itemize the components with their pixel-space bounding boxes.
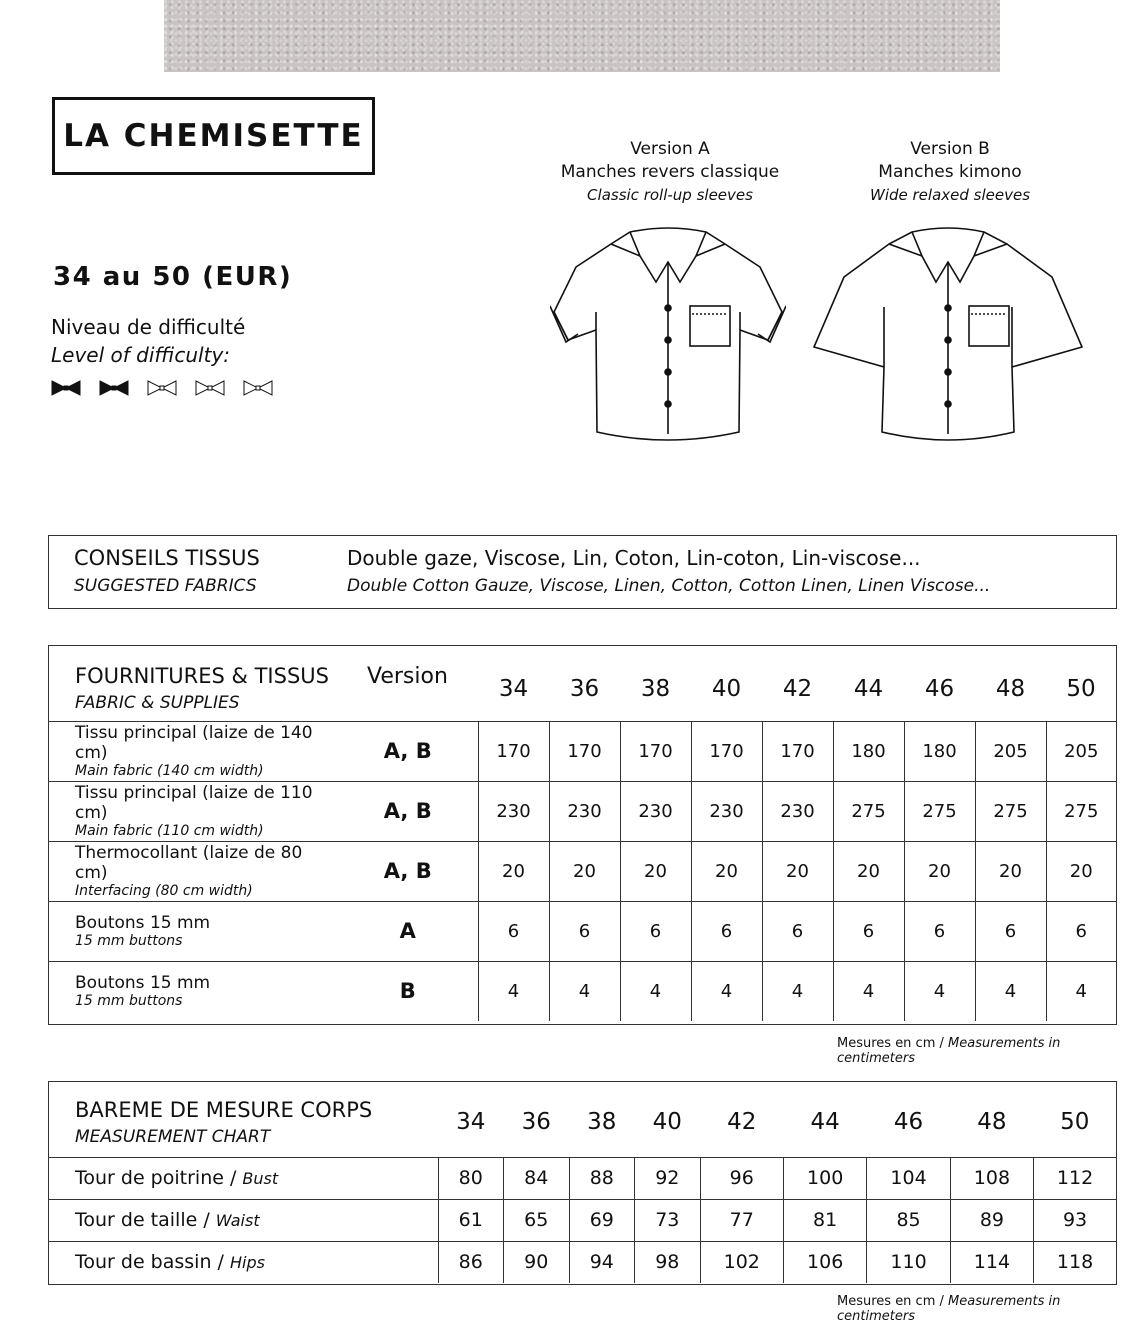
row-label-en: 15 mm buttons bbox=[75, 993, 183, 1010]
table-row bbox=[48, 961, 1116, 1021]
supplies-note-en: Measurements in centimeters bbox=[837, 1036, 1061, 1066]
value-cell: 102 bbox=[700, 1241, 783, 1283]
value-cell: 170 bbox=[691, 721, 762, 781]
version-a-heading bbox=[560, 138, 780, 207]
size-header-46: 46 bbox=[924, 675, 955, 702]
fabrics-title-fr: CONSEILS TISSUS bbox=[74, 546, 260, 570]
value-cell: 205 bbox=[1046, 721, 1116, 781]
value-cell: 180 bbox=[833, 721, 904, 781]
bow-tie-outline-icon bbox=[146, 378, 178, 398]
value-cell: 84 bbox=[504, 1157, 570, 1199]
fabrics-list-fr: Double gaze, Viscose, Lin, Coton, Lin-coton, Lin-viscose... bbox=[347, 546, 921, 570]
row-label-en: Interfacing (80 cm width) bbox=[75, 883, 253, 899]
fabrics-list-en: Double Cotton Gauze, Viscose, Linen, Cotton, Cotton Linen, Linen Viscose... bbox=[347, 576, 991, 596]
difficulty-label-en: Level of difficulty: bbox=[51, 343, 231, 367]
row-label-cell bbox=[48, 1157, 438, 1199]
size-header-44: 44 bbox=[810, 1108, 840, 1135]
measurement-note-fr: Mesures en cm / bbox=[837, 1294, 944, 1309]
value-cell: 4 bbox=[904, 961, 975, 1021]
row-label-fr: Tissu principal (laize de 110 cm) bbox=[75, 783, 313, 823]
version-b-heading bbox=[840, 138, 1060, 207]
value-cell: 4 bbox=[833, 961, 904, 1021]
row-label-fr: Tour de bassin / bbox=[75, 1251, 224, 1274]
bow-tie-outline-icon bbox=[194, 378, 226, 398]
row-label-en: Main fabric (140 cm width) bbox=[75, 763, 264, 779]
table-row bbox=[48, 1157, 1116, 1199]
supplies-note-fr: Mesures en cm / bbox=[837, 1036, 944, 1051]
measurement-header-label-cell bbox=[48, 1081, 438, 1157]
supplies-header-version-cell bbox=[338, 645, 478, 721]
difficulty-label-fr: Niveau de difficulté bbox=[51, 315, 246, 339]
value-cell: 89 bbox=[950, 1199, 1033, 1241]
value-cell: 6 bbox=[478, 901, 549, 961]
table-row bbox=[48, 1241, 1116, 1283]
supplies-header-label-cell bbox=[48, 645, 338, 721]
measurement-title-en: MEASUREMENT CHART bbox=[75, 1127, 271, 1147]
supplies-table bbox=[48, 645, 1116, 1021]
size-header-36: 36 bbox=[569, 675, 600, 702]
value-cell: 106 bbox=[783, 1241, 866, 1283]
row-label-en: 15 mm buttons bbox=[75, 933, 183, 949]
value-cell: 4 bbox=[691, 961, 762, 1021]
value-cell: 108 bbox=[950, 1157, 1033, 1199]
value-cell: 4 bbox=[1046, 961, 1116, 1021]
supplies-title-en: FABRIC & SUPPLIES bbox=[75, 693, 240, 713]
value-cell: 230 bbox=[762, 781, 833, 841]
row-label-cell bbox=[48, 1199, 438, 1241]
value-cell: 96 bbox=[700, 1157, 783, 1199]
value-cell: 20 bbox=[549, 841, 620, 901]
row-label-cell bbox=[48, 841, 338, 901]
size-range: 34 au 50 (EUR) bbox=[53, 262, 293, 292]
suggested-fabrics-box bbox=[48, 535, 1117, 609]
measurement-note bbox=[837, 1294, 1130, 1324]
size-header-48: 48 bbox=[977, 1108, 1007, 1135]
value-cell: 4 bbox=[478, 961, 549, 1021]
size-header-38: 38 bbox=[640, 675, 671, 702]
value-cell: 230 bbox=[549, 781, 620, 841]
version-b-desc-fr: Manches kimono bbox=[878, 162, 1022, 182]
value-cell: 4 bbox=[620, 961, 691, 1021]
table-row bbox=[48, 841, 1116, 901]
size-header-38: 38 bbox=[587, 1108, 617, 1135]
size-header-50: 50 bbox=[1060, 1108, 1090, 1135]
bow-tie-filled-icon bbox=[98, 378, 130, 398]
row-version-cell: A bbox=[338, 901, 478, 961]
value-cell: 104 bbox=[867, 1157, 950, 1199]
value-cell: 80 bbox=[438, 1157, 504, 1199]
size-header-48: 48 bbox=[995, 675, 1026, 702]
value-cell: 4 bbox=[975, 961, 1046, 1021]
value-cell: 275 bbox=[1046, 781, 1116, 841]
fabrics-title-en: SUGGESTED FABRICS bbox=[74, 576, 257, 596]
table-row bbox=[48, 781, 1116, 841]
row-label-fr: Boutons 15 mm bbox=[75, 913, 211, 933]
value-cell: 94 bbox=[569, 1241, 635, 1283]
value-cell: 6 bbox=[620, 901, 691, 961]
measurement-note-en: Measurements in centimeters bbox=[837, 1294, 1061, 1324]
table-row bbox=[48, 901, 1116, 961]
row-label-cell bbox=[48, 901, 338, 961]
value-cell: 20 bbox=[975, 841, 1046, 901]
row-label-en: Hips bbox=[230, 1253, 265, 1273]
value-cell: 92 bbox=[635, 1157, 701, 1199]
version-b-desc-en: Wide relaxed sleeves bbox=[869, 186, 1031, 204]
value-cell: 93 bbox=[1034, 1199, 1116, 1241]
version-a-desc-en: Classic roll-up sleeves bbox=[587, 186, 753, 204]
row-label-fr: Tissu principal (laize de 140 cm) bbox=[75, 723, 313, 763]
title-box bbox=[52, 97, 375, 175]
size-header-34: 34 bbox=[456, 1108, 486, 1135]
value-cell: 69 bbox=[569, 1199, 635, 1241]
row-label-cell bbox=[48, 781, 338, 841]
value-cell: 20 bbox=[833, 841, 904, 901]
value-cell: 180 bbox=[904, 721, 975, 781]
version-a-desc-fr: Manches revers classique bbox=[560, 162, 780, 182]
size-header-42: 42 bbox=[782, 675, 813, 702]
value-cell: 6 bbox=[904, 901, 975, 961]
table-row bbox=[48, 1199, 1116, 1241]
size-header-46: 46 bbox=[893, 1108, 924, 1135]
bow-tie-outline-icon bbox=[242, 378, 274, 398]
value-cell: 118 bbox=[1034, 1241, 1116, 1283]
row-version-cell: A, B bbox=[338, 781, 478, 841]
version-b-name: Version B bbox=[910, 139, 990, 159]
supplies-title-fr: FOURNITURES & TISSUS bbox=[75, 664, 329, 688]
measurement-title-fr: BAREME DE MESURE CORPS bbox=[75, 1098, 373, 1122]
measurement-header-row bbox=[48, 1081, 1116, 1157]
table-row bbox=[48, 721, 1116, 781]
value-cell: 81 bbox=[783, 1199, 866, 1241]
size-header-40: 40 bbox=[652, 1108, 682, 1135]
value-cell: 85 bbox=[867, 1199, 950, 1241]
row-label-cell bbox=[48, 1241, 438, 1283]
pattern-title: LA CHEMISETTE bbox=[63, 118, 364, 154]
value-cell: 100 bbox=[783, 1157, 866, 1199]
value-cell: 20 bbox=[691, 841, 762, 901]
value-cell: 170 bbox=[762, 721, 833, 781]
value-cell: 20 bbox=[620, 841, 691, 901]
size-header-34: 34 bbox=[498, 675, 529, 702]
value-cell: 275 bbox=[904, 781, 975, 841]
value-cell: 20 bbox=[762, 841, 833, 901]
row-label-cell bbox=[48, 961, 338, 1021]
row-label-fr: Thermocollant (laize de 80 cm) bbox=[75, 843, 303, 883]
size-header-44: 44 bbox=[853, 675, 884, 702]
row-label-en: Waist bbox=[215, 1211, 260, 1230]
value-cell: 61 bbox=[438, 1199, 504, 1241]
value-cell: 230 bbox=[478, 781, 549, 841]
value-cell: 90 bbox=[504, 1241, 570, 1283]
value-cell: 6 bbox=[691, 901, 762, 961]
value-cell: 205 bbox=[975, 721, 1046, 781]
row-version-cell: A, B bbox=[338, 841, 478, 901]
version-a-name: Version A bbox=[630, 139, 710, 159]
row-label-cell bbox=[48, 721, 338, 781]
value-cell: 4 bbox=[549, 961, 620, 1021]
value-cell: 6 bbox=[762, 901, 833, 961]
row-label-en: Bust bbox=[242, 1169, 279, 1188]
size-header-50: 50 bbox=[1066, 675, 1096, 702]
difficulty-rating bbox=[50, 378, 274, 398]
supplies-version-header: Version bbox=[367, 664, 448, 689]
value-cell: 6 bbox=[549, 901, 620, 961]
measurement-table bbox=[48, 1081, 1116, 1283]
row-version-cell: B bbox=[338, 961, 478, 1021]
shirt-version-b-illustration bbox=[812, 222, 1084, 448]
supplies-note bbox=[837, 1036, 1130, 1066]
size-header-36: 36 bbox=[521, 1108, 551, 1135]
row-version-cell: A, B bbox=[338, 721, 478, 781]
bow-tie-filled-icon bbox=[50, 378, 82, 398]
size-header-40: 40 bbox=[711, 675, 742, 702]
value-cell: 73 bbox=[635, 1199, 701, 1241]
row-label-fr: Tour de taille / bbox=[75, 1209, 210, 1231]
value-cell: 77 bbox=[700, 1199, 783, 1241]
value-cell: 230 bbox=[691, 781, 762, 841]
value-cell: 170 bbox=[620, 721, 691, 781]
value-cell: 88 bbox=[569, 1157, 635, 1199]
value-cell: 65 bbox=[504, 1199, 570, 1241]
value-cell: 230 bbox=[620, 781, 691, 841]
value-cell: 110 bbox=[867, 1241, 950, 1283]
value-cell: 86 bbox=[438, 1241, 504, 1283]
value-cell: 20 bbox=[1046, 841, 1116, 901]
value-cell: 6 bbox=[1046, 901, 1116, 961]
value-cell: 275 bbox=[975, 781, 1046, 841]
value-cell: 98 bbox=[635, 1241, 701, 1283]
value-cell: 4 bbox=[762, 961, 833, 1021]
fabric-texture-banner bbox=[164, 0, 1000, 72]
value-cell: 20 bbox=[478, 841, 549, 901]
value-cell: 20 bbox=[904, 841, 975, 901]
size-header-42: 42 bbox=[727, 1108, 757, 1135]
row-label-fr: Tour de poitrine / bbox=[75, 1167, 237, 1189]
row-label-en: Main fabric (110 cm width) bbox=[75, 823, 264, 839]
value-cell: 170 bbox=[549, 721, 620, 781]
shirt-version-a-illustration bbox=[550, 222, 786, 448]
supplies-header-row bbox=[48, 645, 1116, 721]
value-cell: 114 bbox=[950, 1241, 1033, 1283]
value-cell: 6 bbox=[975, 901, 1046, 961]
value-cell: 112 bbox=[1034, 1157, 1116, 1199]
value-cell: 275 bbox=[833, 781, 904, 841]
value-cell: 170 bbox=[478, 721, 549, 781]
value-cell: 6 bbox=[833, 901, 904, 961]
row-label-fr: Boutons 15 mm bbox=[75, 973, 211, 994]
